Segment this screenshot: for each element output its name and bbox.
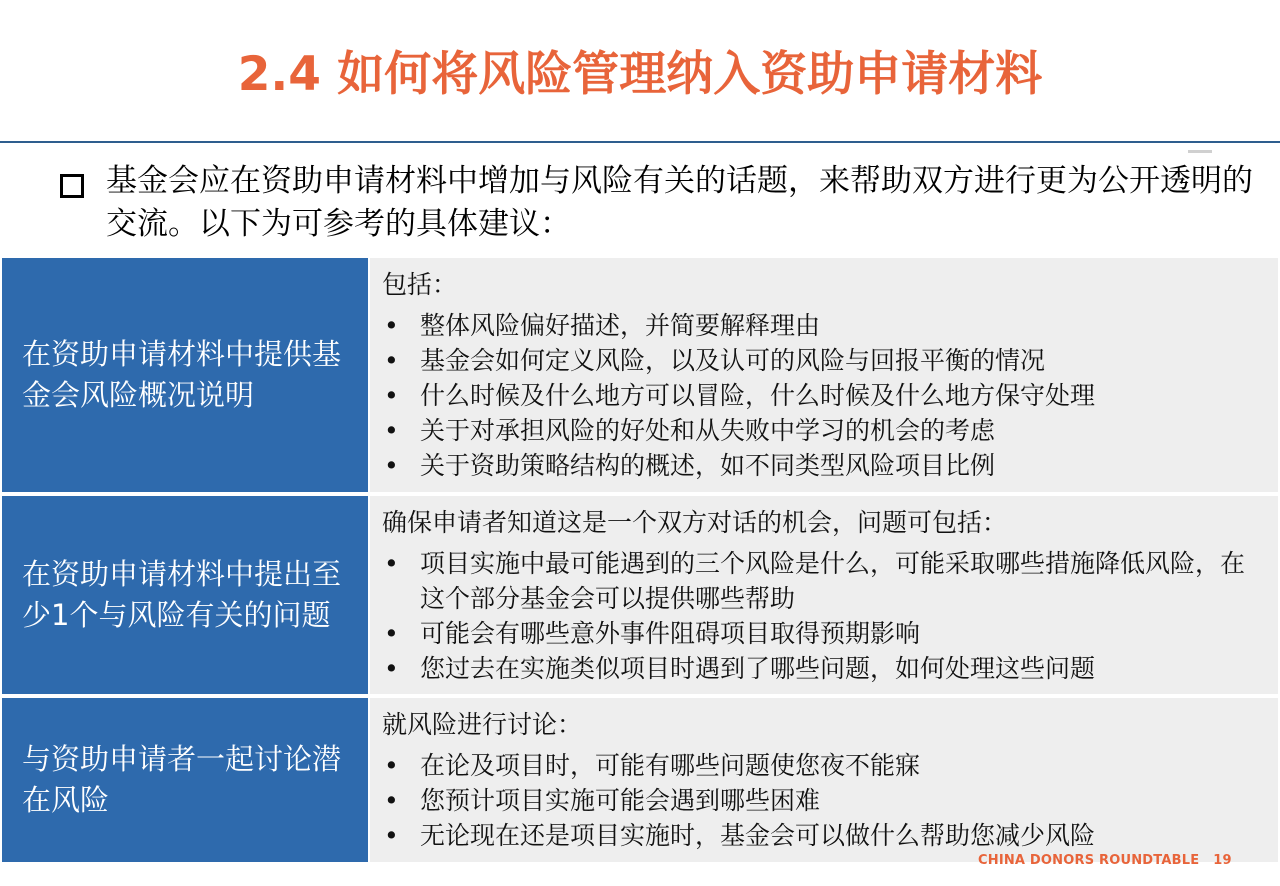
row-label: 在资助申请材料中提出至少1个与风险有关的问题 [22,557,342,632]
list-item: • 您过去在实施类似项目时遇到了哪些问题，如何处理这些问题 [382,651,1268,686]
row-label-cell [2,698,368,862]
table-row [2,496,1278,694]
page-number: 19 [1213,853,1232,868]
footer [978,853,1232,868]
list-item: • 关于资助策略结构的概述，如不同类型风险项目比例 [382,448,1268,483]
row-content-cell [370,698,1278,862]
intro-text: 基金会应在资助申请材料中增加与风险有关的话题，来帮助双方进行更为公开透明的交流。以下为可参考的具体建议： [106,163,1253,242]
list-item: • 项目实施中最可能遇到的三个风险是什么，可能采取哪些措施降低风险，在这个部分基金会可以提供哪些帮助 [382,546,1268,616]
row-label-cell [2,496,368,694]
list-item: • 关于对承担风险的好处和从失败中学习的机会的考虑 [382,413,1268,448]
table-row [2,258,1278,492]
list-item: • 您预计项目实施可能会遇到哪些困难 [382,783,1268,818]
footer-org: CHINA DONORS ROUNDTABLE [978,853,1200,868]
title-divider [0,141,1280,143]
list-item: • 基金会如何定义风险，以及认可的风险与回报平衡的情况 [382,343,1268,378]
row-lead: 就风险进行讨论： [382,710,583,739]
bullet-list [382,546,1268,686]
row-label: 与资助申请者一起讨论潜在风险 [22,742,342,817]
page-title: 2.4 如何将风险管理纳入资助申请材料 [237,47,1043,102]
row-content-cell [370,258,1278,492]
checkbox-bullet-icon [60,174,84,198]
list-item: • 整体风险偏好描述，并简要解释理由 [382,308,1268,343]
row-lead: 包括： [382,270,458,299]
list-item: • 什么时候及什么地方可以冒险，什么时候及什么地方保守处理 [382,378,1268,413]
row-content-cell [370,496,1278,694]
bullet-list [382,748,1268,853]
row-label: 在资助申请材料中提供基金会风险概况说明 [22,337,342,412]
bullet-list [382,308,1268,483]
list-item: • 无论现在还是项目实施时，基金会可以做什么帮助您减少风险 [382,818,1268,853]
intro-paragraph [60,160,1270,246]
row-label-cell [2,258,368,492]
list-item: • 可能会有哪些意外事件阻碍项目取得预期影响 [382,616,1268,651]
row-lead: 确保申请者知道这是一个双方对话的机会，问题可包括： [382,508,1008,537]
decorative-dash [1188,150,1212,153]
list-item: • 在论及项目时，可能有哪些问题使您夜不能寐 [382,748,1268,783]
table-row [2,698,1278,862]
